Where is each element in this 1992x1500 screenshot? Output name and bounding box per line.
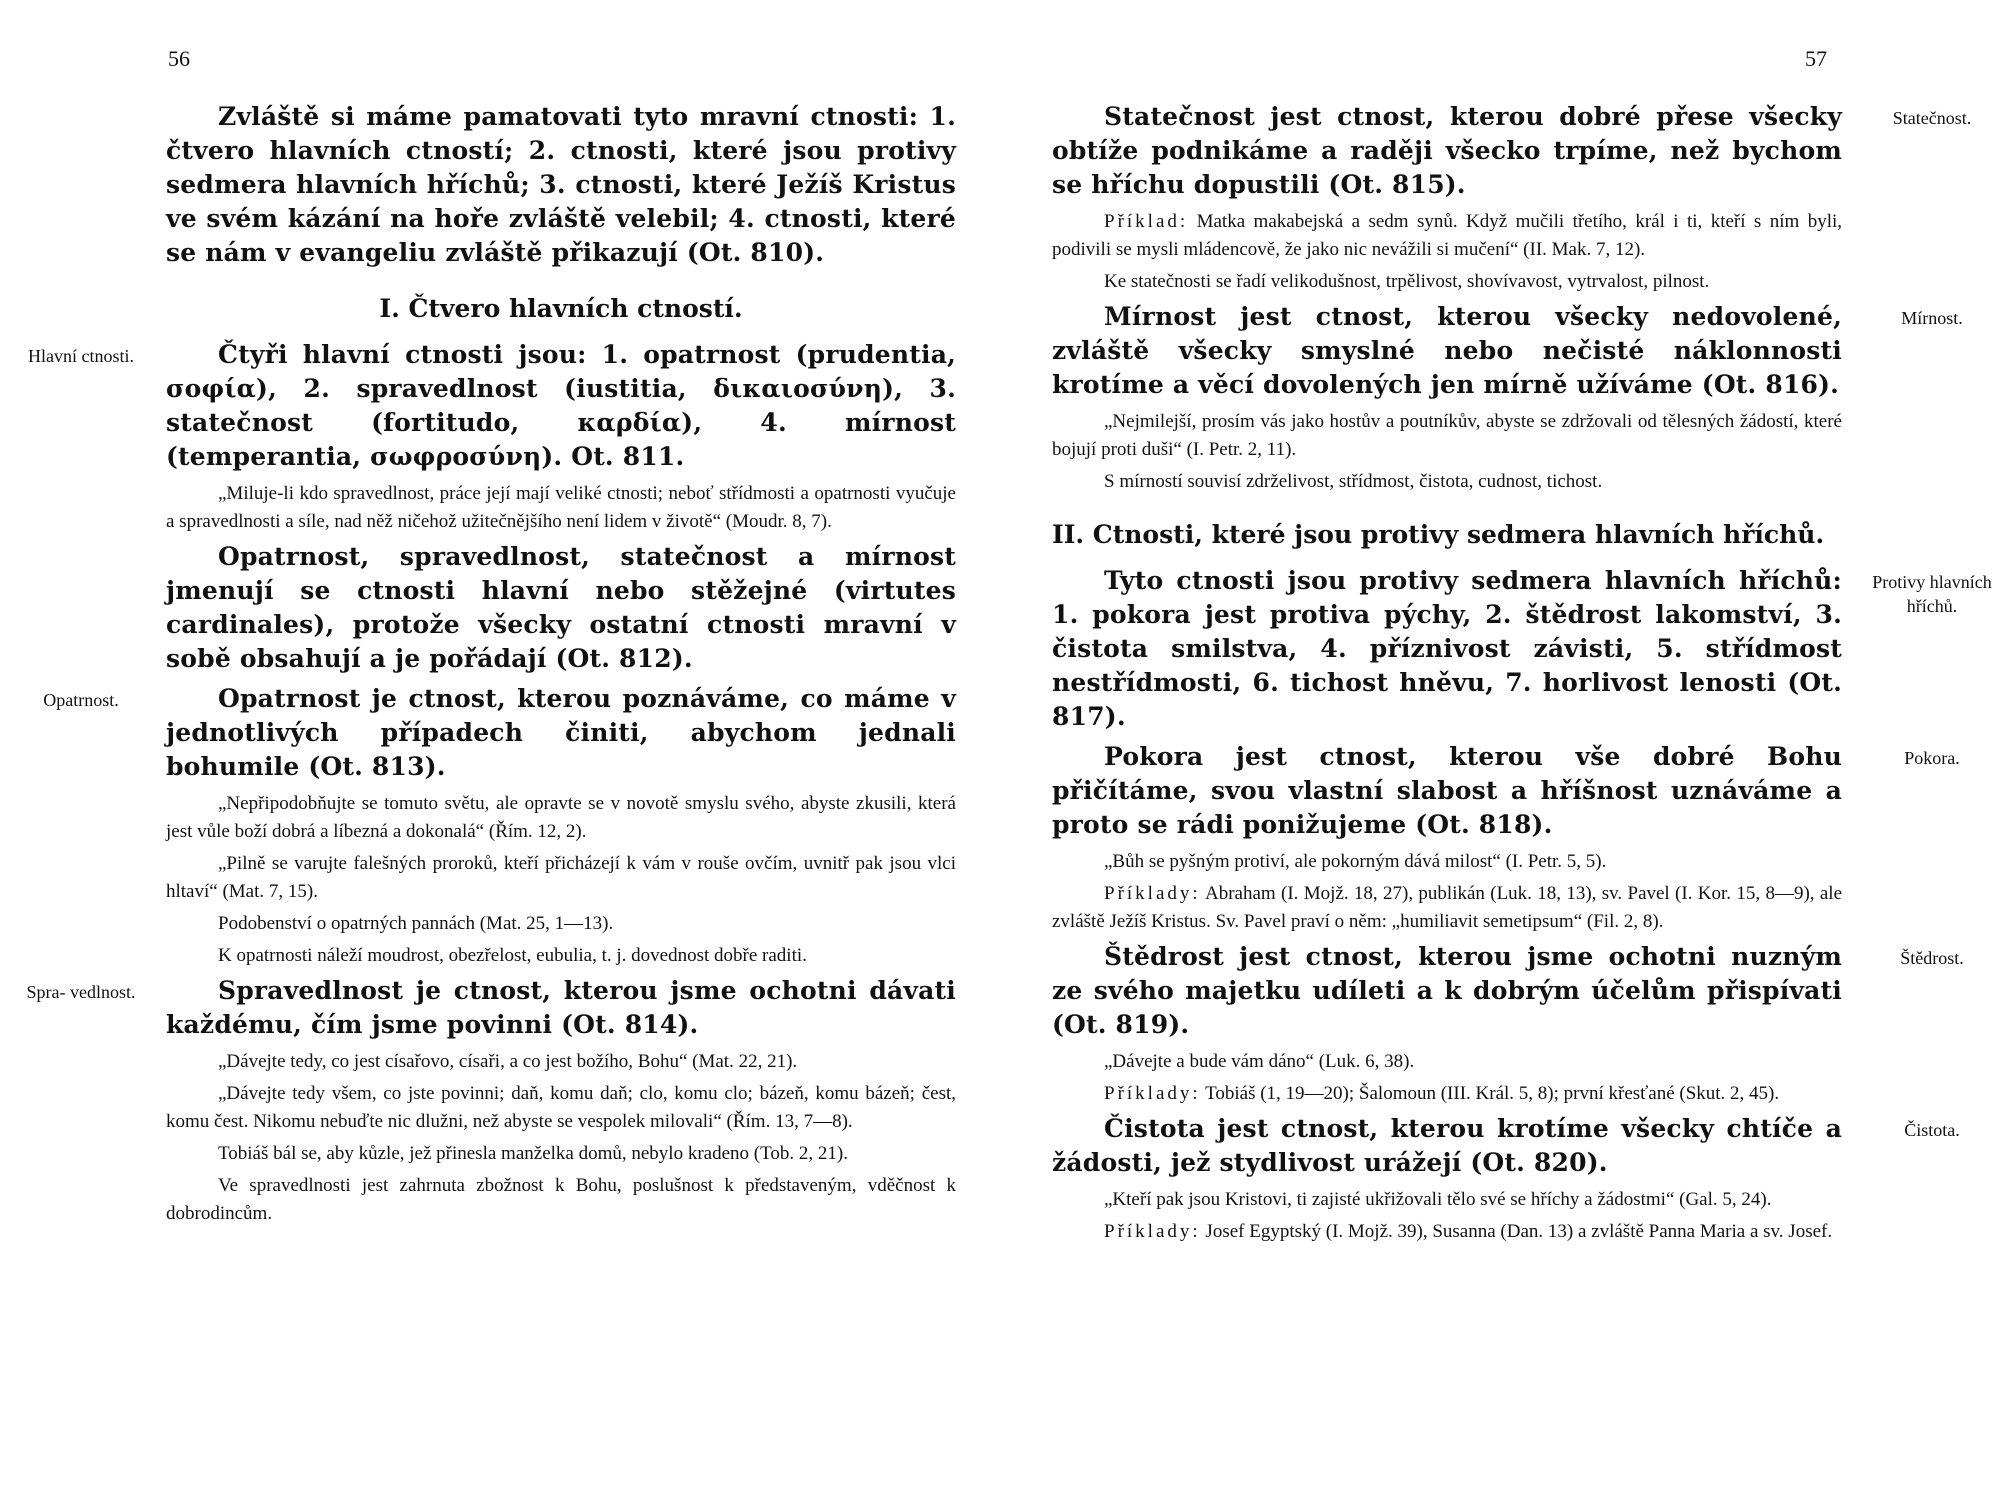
margin-note-hlavni: Hlavní ctnosti. [28,346,134,366]
hlavni-ctnosti-block [28,338,956,536]
cardinales-paragraph: Opatrnost, spravedlnost, statečnost a mírnost jmenují se ctnosti hlavní nebo stěžejné (virtutes cardinales), protože všecky ostatní ctnosti mravní v sobě obsahují a je pořádají (Ot. 812). [166,542,956,673]
cistota-quote: „Kteří pak jsou Kristovi, ti zajisté ukřižovali tělo své se hříchy a žádostmi“ (Gal. 5, 24). [1104,1189,1772,1210]
stedrost-block [1052,940,1964,1108]
example-label: Příklady: [1104,1221,1201,1242]
pokora-definition: Pokora jest ctnost, kterou vše dobré Bohu přičítáme, svou vlastní slabost a hříšnost uznáváme a proto se rádi ponižujeme (Ot. 818). [1052,742,1842,839]
example-text: Tobiáš (1, 19—20); Šalomoun (III. Král. 5, 8); první křesťané (Skut. 2, 45). [1205,1083,1780,1104]
statecnost-related: Ke statečnosti se řadí velikodušnost, trpělivost, shovívavost, vytrvalost, pilnost. [1104,271,1710,292]
statecnost-example [1052,208,1842,264]
pokora-block [1052,740,1960,936]
protivy-block [1052,564,1992,734]
opatrnost-quote-2: „Pilně se varujte falešných proroků, kteří přicházejí k vám v rouše ovčím, uvnitř pak jsou vlci hltaví“ (Mat. 7, 15). [166,853,956,902]
protivy-definition: Tyto ctnosti jsou protivy sedmera hlavních hříchů: 1. pokora jest protiva pýchy, 2. štědrost lakomství, 3. čistota smilstva, 4. příznivost závisti, 5. střídmost nestřídmosti, 6. tichost hněvu, 7. horlivost lenosti (Ot. 817). [1052,566,1842,731]
page-number-right: 57 [1805,46,1827,71]
margin-note-cistota: Čistota. [1904,1120,1960,1140]
spravedlnost-related: Ve spravedlnosti jest zahrnuta zbožnost k Bohu, poslušnost k představeným, vděčnost k dobrodincům. [166,1175,956,1224]
opatrnost-definition: Opatrnost je ctnost, kterou poznáváme, co máme v jednotlivých případech činiti, abychom jednali bohumile (Ot. 813). [166,684,956,781]
example-text: Josef Egyptský (I. Mojž. 39), Susanna (Dan. 13) a zvláště Panna Maria a sv. Josef. [1205,1221,1833,1242]
margin-note-protivy: Protivy hlavních hříchů. [1872,572,1992,616]
pokora-examples [1052,880,1842,936]
margin-note-mirnost: Mírnost. [1901,308,1963,328]
mirnost-quote: „Nejmilejší, prosím vás jako hostův a poutníkův, abyste se zdržovali od tělesných žádostí, které bojují proti duši“ (I. Petr. 2, 11). [1052,411,1842,460]
cistota-block [1052,1112,1960,1246]
spravedlnost-quote-2: „Dávejte tedy všem, co jste povinni; daň, komu daň; clo, komu clo; bázeň, komu bázeň; čest, komu čest. Nikomu nebuďte nic dlužni, než abyste se vespolek milovali“ (Řím. 13, 7—8). [166,1083,956,1132]
example-label: Příklad: [1104,211,1189,232]
intro-paragraph: Zvláště si máme pamatovati tyto mravní ctnosti: 1. čtvero hlavních ctností; 2. ctnosti, které jsou protivy sedmera hlavních hříchů; 3. ctnosti, které Ježíš Kristus ve svém kázání na hoře zvláště velebil; 4. ctnosti, které se nám v evangeliu zvláště přikazují (Ot. 810). [166,102,956,267]
left-page [0,0,990,1500]
right-page [1000,0,1990,1500]
spravedlnost-block [26,974,956,1228]
mirnost-related: S mírností souvisí zdrželivost, střídmost, čistota, cudnost, tichost. [1104,471,1603,492]
margin-note-stedrost: Štědrost. [1900,948,1964,968]
margin-note-opatrnost: Opatrnost. [43,690,119,710]
example-text: Abraham (I. Mojž. 18, 27), publikán (Luk. 18, 13), sv. Pavel (I. Kor. 15, 8—9), ale zvláště Ježíš Kristus. Sv. Pavel praví o něm: „humiliavit semetipsum“ (Fil. 2, 8). [1052,883,1843,932]
mirnost-definition: Mírnost jest ctnost, kterou všecky nedovolené, zvláště všecky smyslné nebo nečisté náklonnosti krotíme a věcí dovolených jen mírně užíváme (Ot. 816). [1052,302,1842,399]
stedrost-examples [1052,1080,1842,1108]
section-heading-1: I. Čtvero hlavních ctností. [379,294,743,323]
margin-note-pokora: Pokora. [1904,748,1960,768]
page-number-left: 56 [168,46,190,71]
hlavni-quote: „Miluje-li kdo spravedlnost, práce její mají veliké ctnosti; neboť střídmosti a opatrnosti vyučuje a spravedlnosti a síle, nad něž ničehož užitečnějšího není lidem v životě“ (Moudr. 8, 7). [166,483,956,532]
opatrnost-related: K opatrnosti náleží moudrost, obezřelost, eubulia, t. j. dovednost dobře raditi. [218,945,807,966]
opatrnost-parable: Podobenství o opatrných pannách (Mat. 25, 1—13). [218,913,614,934]
example-label: Příklady: [1104,1083,1201,1104]
section-heading-2: II. Ctnosti, které jsou protivy sedmera hlavních hříchů. [1052,520,1825,549]
opatrnost-quote-1: „Nepřipodobňujte se tomuto světu, ale opravte se v novotě smyslu svého, abyste zkusili, která jest vůle boží dobrá a líbezná a dokonalá“ (Řím. 12, 2). [166,793,956,842]
example-text: Matka makabejská a sedm synů. Když mučili třetího, král i ti, kteří s ním byli, podivili se mysli mládencově, že jako nic nevážili si mučení“ (II. Mak. 7, 12). [1052,211,1842,260]
cistota-examples [1052,1218,1842,1246]
spravedlnost-example: Tobiáš bál se, aby kůzle, jež přinesla manželka domů, nebylo kradeno (Tob. 2, 21). [218,1143,848,1164]
spravedlnost-quote-1: „Dávejte tedy, co jest císařovo, císaři, a co jest božího, Bohu“ (Mat. 22, 21). [218,1051,798,1072]
right-column [1052,100,1992,1250]
cistota-definition: Čistota jest ctnost, kterou krotíme všecky chtíče a žádosti, jež stydlivost urážejí (Ot. 820). [1052,1114,1842,1177]
mirnost-block [1052,300,1963,496]
margin-note-statecnost: Statečnost. [1892,108,1972,128]
left-column [26,100,956,1232]
example-label: Příklady: [1104,883,1201,904]
statecnost-block [1052,100,1972,296]
stedrost-definition: Štědrost jest ctnost, kterou jsme ochotni nuzným ze svého majetku udíleti a k dobrým účelům přispívati (Ot. 819). [1052,942,1842,1039]
pokora-quote: „Bůh se pyšným protiví, ale pokorným dává milost“ (I. Petr. 5, 5). [1104,851,1607,872]
opatrnost-block [43,682,956,970]
hlavni-definition: Čtyři hlavní ctnosti jsou: 1. opatrnost (prudentia, σοφία), 2. spravedlnost (iustitia, δικαιοσύνη), 3. statečnost (fortitudo, καρδία), 4. mírnost (temperantia, σωφροσύνη). Ot. 811. [166,340,956,471]
margin-note-spravedlnost: Spra- vedlnost. [26,982,136,1002]
spravedlnost-definition: Spravedlnost je ctnost, kterou jsme ochotni dávati každému, čím jsme povinni (Ot. 814). [166,976,956,1039]
stedrost-quote: „Dávejte a bude vám dáno“ (Luk. 6, 38). [1104,1051,1415,1072]
statecnost-definition: Statečnost jest ctnost, kterou dobré přese všecky obtíže podnikáme a raději všecko trpíme, než bychom se hříchu dopustili (Ot. 815). [1052,102,1842,199]
